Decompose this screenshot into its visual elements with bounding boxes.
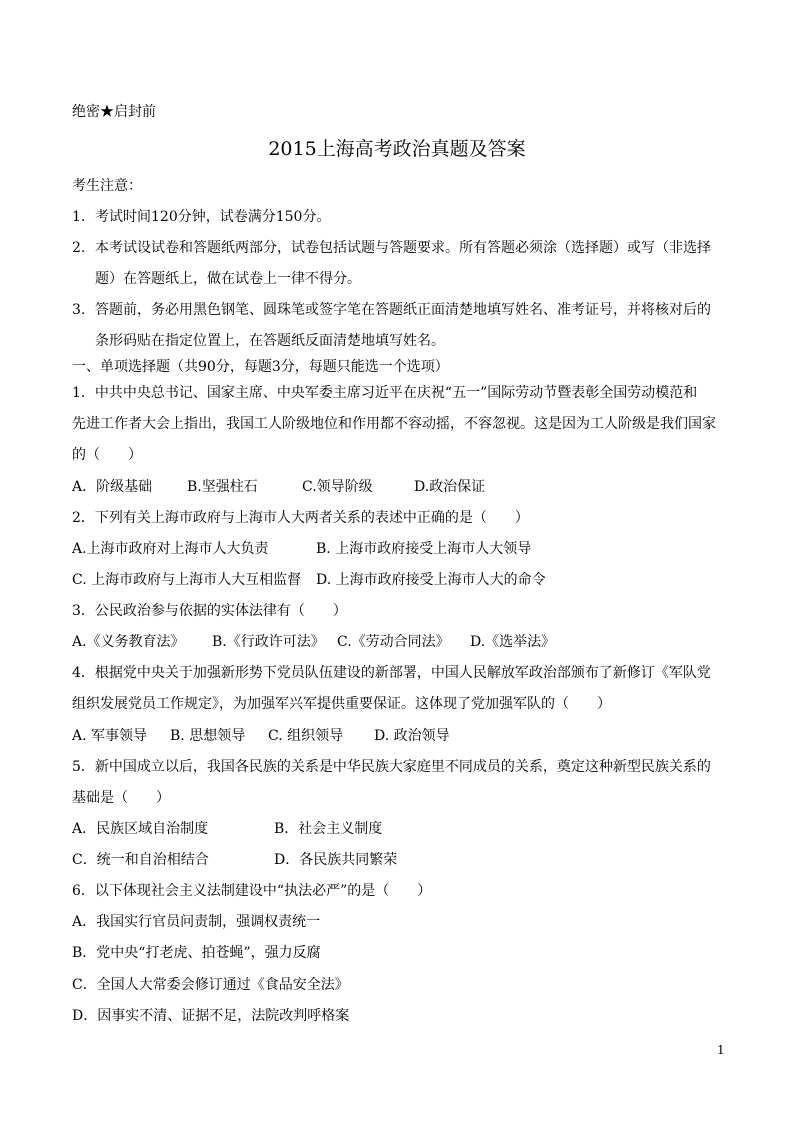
answer-option: D. 上海市政府接受上海市人大的命令	[316, 572, 546, 588]
answer-option: A.《义务教育法》	[72, 634, 185, 650]
question-text: 2．下列有关上海市政府与上海市人大两者关系的表述中正确的是（ ）	[72, 510, 529, 526]
notice-item-text: 答题前，务必用黑色钢笔、圆珠笔或签字笔在答题纸正面清楚地填写姓名、准考证号，并将核对后的	[95, 302, 711, 318]
answer-option: A．阶级基础	[72, 479, 153, 495]
answer-option: D.政治保证	[414, 479, 486, 495]
answer-option: A. 军事领导	[72, 728, 148, 744]
answer-option: B．党中央“打老虎、拍苍蝇”，强力反腐	[72, 945, 321, 961]
notice-item-text: 题）在答题纸上，做在试卷上一律不得分。	[95, 271, 361, 287]
question-text: 3．公民政治参与依据的实体法律有（ ）	[72, 603, 347, 619]
answer-option: C．统一和自治相结合	[72, 852, 209, 868]
notice-item-number: 3.	[72, 302, 86, 318]
notice-item-text: 考试时间120分钟，试卷满分150分。	[95, 209, 331, 225]
answer-option: B.坚强柱石	[187, 479, 258, 495]
notice-item-text: 本考试设试卷和答题纸两部分，试卷包括试题与答题要求。所有答题必须涂（选择题）或写（非选择	[95, 240, 711, 256]
question-text: 6．以下体现社会主义法制建设中“执法必严”的是（ ）	[72, 883, 432, 899]
question-text: 先进工作者大会上指出，我国工人阶级地位和作用都不容动摇，不容忽视。这是因为工人阶级是我们国家	[72, 416, 716, 432]
answer-option: C.《劳动合同法》	[337, 634, 450, 650]
question-text: 5．新中国成立以后，我国各民族的关系是中华民族大家庭里不同成员的关系，奠定这种新型民族关系的	[72, 759, 711, 775]
page-title: 2015上海高考政治真题及答案	[268, 138, 526, 160]
notice-heading: 考生注意：	[72, 178, 142, 194]
question-text: 的（ ）	[72, 447, 142, 463]
answer-option: C. 上海市政府与上海市人大互相监督	[72, 572, 302, 588]
section-heading: 一、单项选择题（共90分，每题3分，每题只能选一个选项）	[72, 359, 449, 375]
page-number: 1	[717, 1043, 725, 1057]
answer-option: A．我国实行官员问责制，强调权责统一	[72, 914, 321, 930]
confidential-mark: 绝密★启封前	[72, 104, 156, 120]
notice-item-text: 条形码贴在指定位置上，在答题纸反面清楚地填写姓名。	[95, 333, 445, 349]
answer-option: D. 政治领导	[374, 728, 450, 744]
question-text: 基础是（ ）	[72, 790, 170, 806]
answer-option: C. 组织领导	[268, 728, 344, 744]
answer-option: B．社会主义制度	[274, 821, 383, 837]
answer-option: C．全国人大常委会修订通过《食品安全法》	[72, 977, 349, 993]
answer-option: D．因事实不清、证据不足，法院改判呼格案	[72, 1008, 350, 1024]
answer-option: D.《选举法》	[470, 634, 556, 650]
question-text: 4．根据党中央关于加强新形势下党员队伍建设的新部署，中国人民解放军政治部颁布了新修订《军队党	[72, 665, 711, 681]
notice-item-number: 1.	[72, 209, 86, 225]
answer-option: D．各民族共同繁荣	[274, 852, 398, 868]
answer-option: C.领导阶级	[302, 479, 373, 495]
answer-option: B. 思想领导	[170, 728, 246, 744]
answer-option: A．民族区域自治制度	[72, 821, 209, 837]
question-text: 1．中共中央总书记、国家主席、中央军委主席习近平在庆祝“五一”国际劳动节暨表彰全国劳动模范和	[72, 385, 698, 401]
question-text: 组织发展党员工作规定》，为加强军兴军提供重要保证。这体现了党加强军队的（ ）	[72, 696, 611, 712]
answer-option: A.上海市政府对上海市人大负责	[72, 541, 269, 557]
answer-option: B.《行政许可法》	[212, 634, 325, 650]
answer-option: B. 上海市政府接受上海市人大领导	[316, 541, 532, 557]
notice-item-number: 2.	[72, 240, 86, 256]
